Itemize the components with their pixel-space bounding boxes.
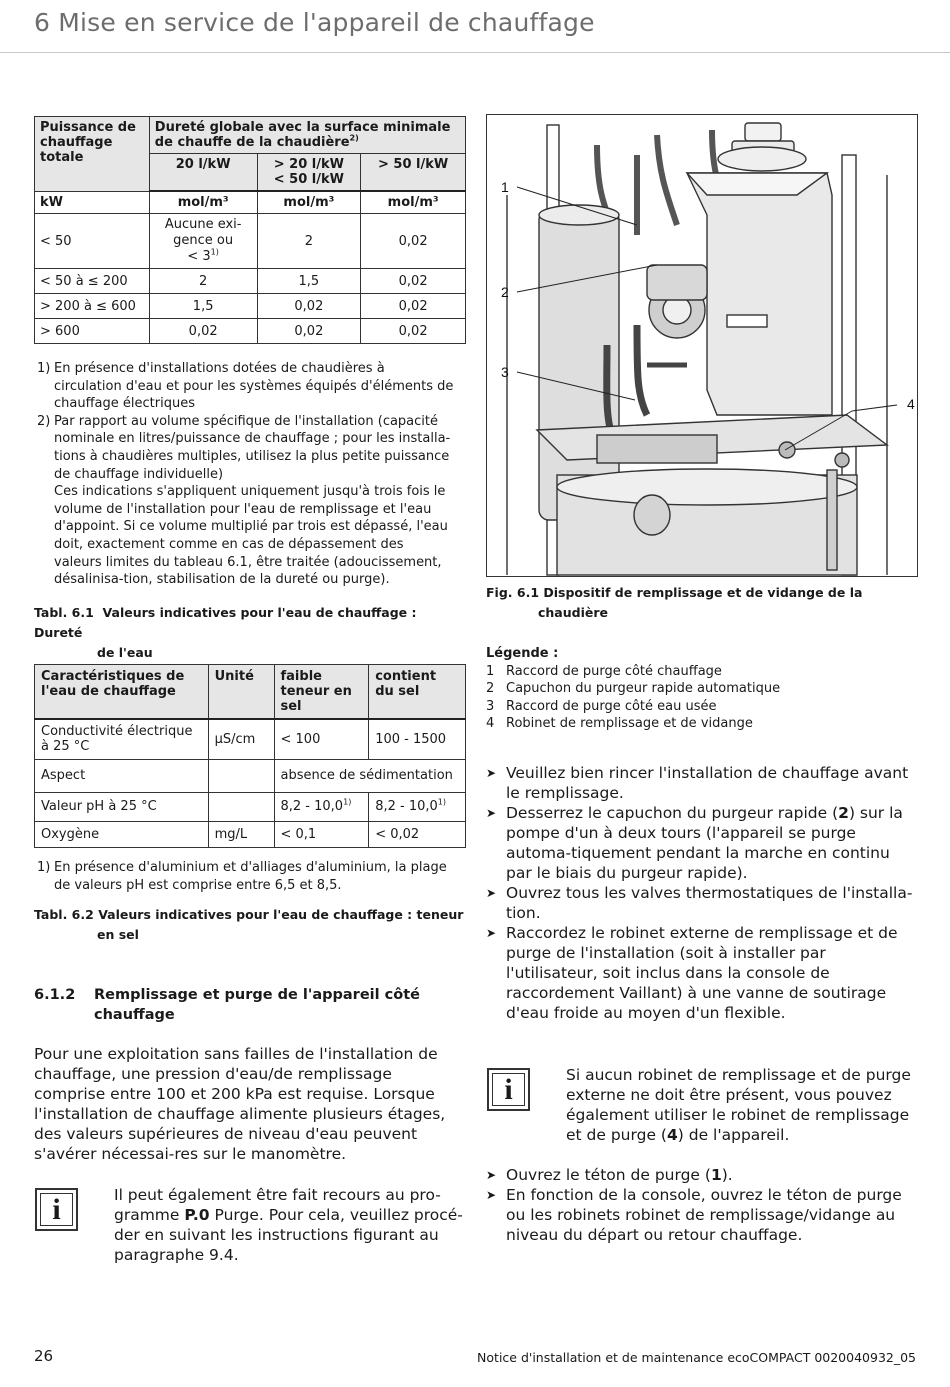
table-cell: > 200 à ≤ 600 xyxy=(35,294,150,319)
salt-content-table xyxy=(34,664,466,848)
table-cell: Oxygène xyxy=(35,821,209,847)
table-header: Caractéristiques de l'eau de chauffage xyxy=(35,665,209,720)
list-item: ➤ Ouvrez tous les valves thermostatiques de l'installa-tion. xyxy=(486,884,913,922)
figure-caption: Fig. 6.1 Dispositif de remplissage et de vidange de la chaudière xyxy=(486,585,863,620)
table-cell: mol/m³ xyxy=(149,191,257,214)
table-cell: 100 - 1500 xyxy=(369,719,466,759)
table-cell: mg/L xyxy=(208,821,274,847)
list-item: ➤ En fonction de la console, ouvrez le téton de purge ou les robinets robinet de remplissage/vidange au niveau du départ ou retour chauffage. xyxy=(486,1186,902,1244)
figure-legend xyxy=(486,645,916,733)
legend-item: 4 Robinet de remplissage et de vidange xyxy=(486,716,753,731)
table-cell xyxy=(208,759,274,792)
boiler-illustration xyxy=(487,115,918,577)
table-row xyxy=(35,214,466,269)
arrow-icon: ➤ xyxy=(486,1188,497,1202)
legend-item: 1 Raccord de purge côté chauffage xyxy=(486,663,722,679)
table-cell: < 50 xyxy=(35,214,150,269)
table-subheader: > 20 l/kW < 50 l/kW xyxy=(257,154,361,192)
table-cell: 2 xyxy=(257,214,361,269)
hardness-table xyxy=(34,116,466,344)
info-note-left: Il peut également être fait recours au pro-gramme P.0 Purge. Pour cela, veuillez procé-der en suivant les instructions figurant au paragraphe 9.4. xyxy=(114,1186,463,1264)
table-cell: Aucune exi- gence ou < $3^{1)}$ xyxy=(149,214,257,269)
footnote: 1) En présence d'installations dotées de chaudières à circulation d'eau et pour les systèmes équipés d'éléments de chauffage électriques xyxy=(37,361,454,412)
callout-label: 4 xyxy=(907,396,915,412)
table-cell: 8,2 - 10,0$^{1)}$ xyxy=(369,792,466,821)
table-cell: 0,02 xyxy=(257,294,361,319)
callout-label: 3 xyxy=(501,364,509,380)
legend-title: Légende : xyxy=(486,646,559,661)
table-row xyxy=(35,821,466,847)
table-cell: 0,02 xyxy=(361,294,466,319)
table-cell: 0,02 xyxy=(361,319,466,344)
table-subheader: > 50 l/kW xyxy=(361,154,466,192)
legend-item: 2 Capuchon du purgeur rapide automatique xyxy=(486,681,781,696)
steps-list-a xyxy=(486,763,918,1023)
document-title: Notice d'installation et de maintenance ecoCOMPACT 0020040932_05 xyxy=(477,1350,916,1365)
page-header-title: 6 Mise en service de l'appareil de chauffage xyxy=(34,8,595,37)
header-divider xyxy=(0,52,950,53)
arrow-icon: ➤ xyxy=(486,886,497,900)
table-cell: < 0,1 xyxy=(274,821,369,847)
list-item: ➤ Ouvrez le téton de purge (1). xyxy=(486,1166,733,1184)
callout-label: 1 xyxy=(501,179,509,195)
table-cell: 0,02 xyxy=(257,319,361,344)
list-item: ➤ Veuillez bien rincer l'installation de chauffage avant le remplissage. xyxy=(486,764,909,802)
table-cell: kW xyxy=(35,191,150,214)
table-row xyxy=(35,294,466,319)
steps-list-b xyxy=(486,1165,918,1245)
table-cell: Aspect xyxy=(35,759,209,792)
arrow-icon: ➤ xyxy=(486,806,497,820)
info-note-right: Si aucun robinet de remplissage et de purge externe ne doit être présent, vous pouvez également utiliser le robinet de remplissage et de purge (4) de l'appareil. xyxy=(566,1066,911,1144)
table2-caption: Tabl. 6.2 Valeurs indicatives pour l'eau de chauffage : teneur en sel xyxy=(34,907,464,942)
intro-paragraph: Pour une exploitation sans failles de l'installation de chauffage, une pression d'eau/de remplissage comprise entre 100 et 200 kPa est requise. Lorsque l'installation de chauffage alimente plusieurs étages, des valeurs supérieures de niveau d'eau peuvent s'avérer nécessai-res sur le manomètre. xyxy=(34,1045,446,1163)
table-row xyxy=(35,719,466,759)
table-cell xyxy=(208,792,274,821)
table-cell: > 600 xyxy=(35,319,150,344)
table-cell: Valeur pH à 25 °C xyxy=(35,792,209,821)
arrow-icon: ➤ xyxy=(486,766,497,780)
callout-label: 2 xyxy=(501,284,509,300)
table-header: faible teneur en sel xyxy=(274,665,369,720)
table-cell: < 100 xyxy=(274,719,369,759)
footnote: 2) Par rapport au volume spécifique de l'installation (capacité nominale en litres/puissance de chauffage ; pour les installa-tions à chaudières multiples, utilisez la plus petite puissance de chauffage individuelle) Ces indications s'appliquent uniquement jusqu'à trois fois le volume de l'installation pour l'eau de remplissage et l'eau d'appoint. Si ce volume multiplié par trois est dépassé, l'eau doit, exactement comme en cas de dépassement des valeurs limites du tableau 6.1, être traitée (adoucissement, désalinisa-tion, stabilisation de la dureté ou purge). xyxy=(37,413,451,588)
table-cell: 1,5 xyxy=(257,269,361,294)
table-cell: 0,02 xyxy=(361,214,466,269)
table-cell: 1,5 xyxy=(149,294,257,319)
table-row xyxy=(35,759,466,792)
info-icon: i xyxy=(487,1068,530,1111)
table-header-power: Puissance de chauffage totale xyxy=(35,117,150,192)
table-cell: mol/m³ xyxy=(257,191,361,214)
table-row xyxy=(35,269,466,294)
table-row xyxy=(35,319,466,344)
table-cell: 2 xyxy=(149,269,257,294)
list-item: ➤ Desserrez le capuchon du purgeur rapide (2) sur la pompe d'un à deux tours (l'appareil se purge automa-tiquement pendant la marche en continu par le biais du purgeur rapide). xyxy=(486,804,903,882)
table-cell: absence de sédimentation xyxy=(274,759,466,792)
table-header: Unité xyxy=(208,665,274,720)
list-item: ➤ Raccordez le robinet externe de remplissage et de purge de l'installation (soit à installer par l'utilisateur, soit inclus dans la console de raccordement Vaillant) à une vanne de soutirage d'eau froide au moyen d'un flexible. xyxy=(486,924,898,1022)
table-cell: 0,02 xyxy=(149,319,257,344)
table-cell: 0,02 xyxy=(361,269,466,294)
table-header: contient du sel xyxy=(369,665,466,720)
table-cell: mol/m³ xyxy=(361,191,466,214)
boiler-figure xyxy=(486,114,918,577)
table2-footnote: 1) En présence d'aluminium et d'alliages d'aluminium, la plage de valeurs pH est comprise entre 6,5 et 8,5. xyxy=(37,860,447,893)
table-cell: µS/cm xyxy=(208,719,274,759)
section-heading: 6.1.2 Remplissage et purge de l'appareil côté chauffage xyxy=(34,987,420,1023)
table-header-hardness: Dureté globale avec la surface minimale de chauffe de la chaudière$^{2)}$ xyxy=(149,117,465,154)
table-row xyxy=(35,792,466,821)
arrow-icon: ➤ xyxy=(486,1168,497,1182)
table-cell: Conductivité électrique à 25 °C xyxy=(35,719,209,759)
arrow-icon: ➤ xyxy=(486,926,497,940)
page-number: 26 xyxy=(34,1347,54,1365)
table-cell: 8,2 - 10,0$^{1)}$ xyxy=(274,792,369,821)
table1-caption: Tabl. 6.1 Valeurs indicatives pour l'eau de chauffage : Dureté de l'eau xyxy=(34,605,417,660)
legend-item: 3 Raccord de purge côté eau usée xyxy=(486,698,717,714)
table-cell: < 0,02 xyxy=(369,821,466,847)
table-subheader: 20 l/kW xyxy=(149,154,257,192)
table1-footnotes xyxy=(34,360,454,589)
info-icon: i xyxy=(35,1188,78,1231)
table-cell: < 50 à ≤ 200 xyxy=(35,269,150,294)
